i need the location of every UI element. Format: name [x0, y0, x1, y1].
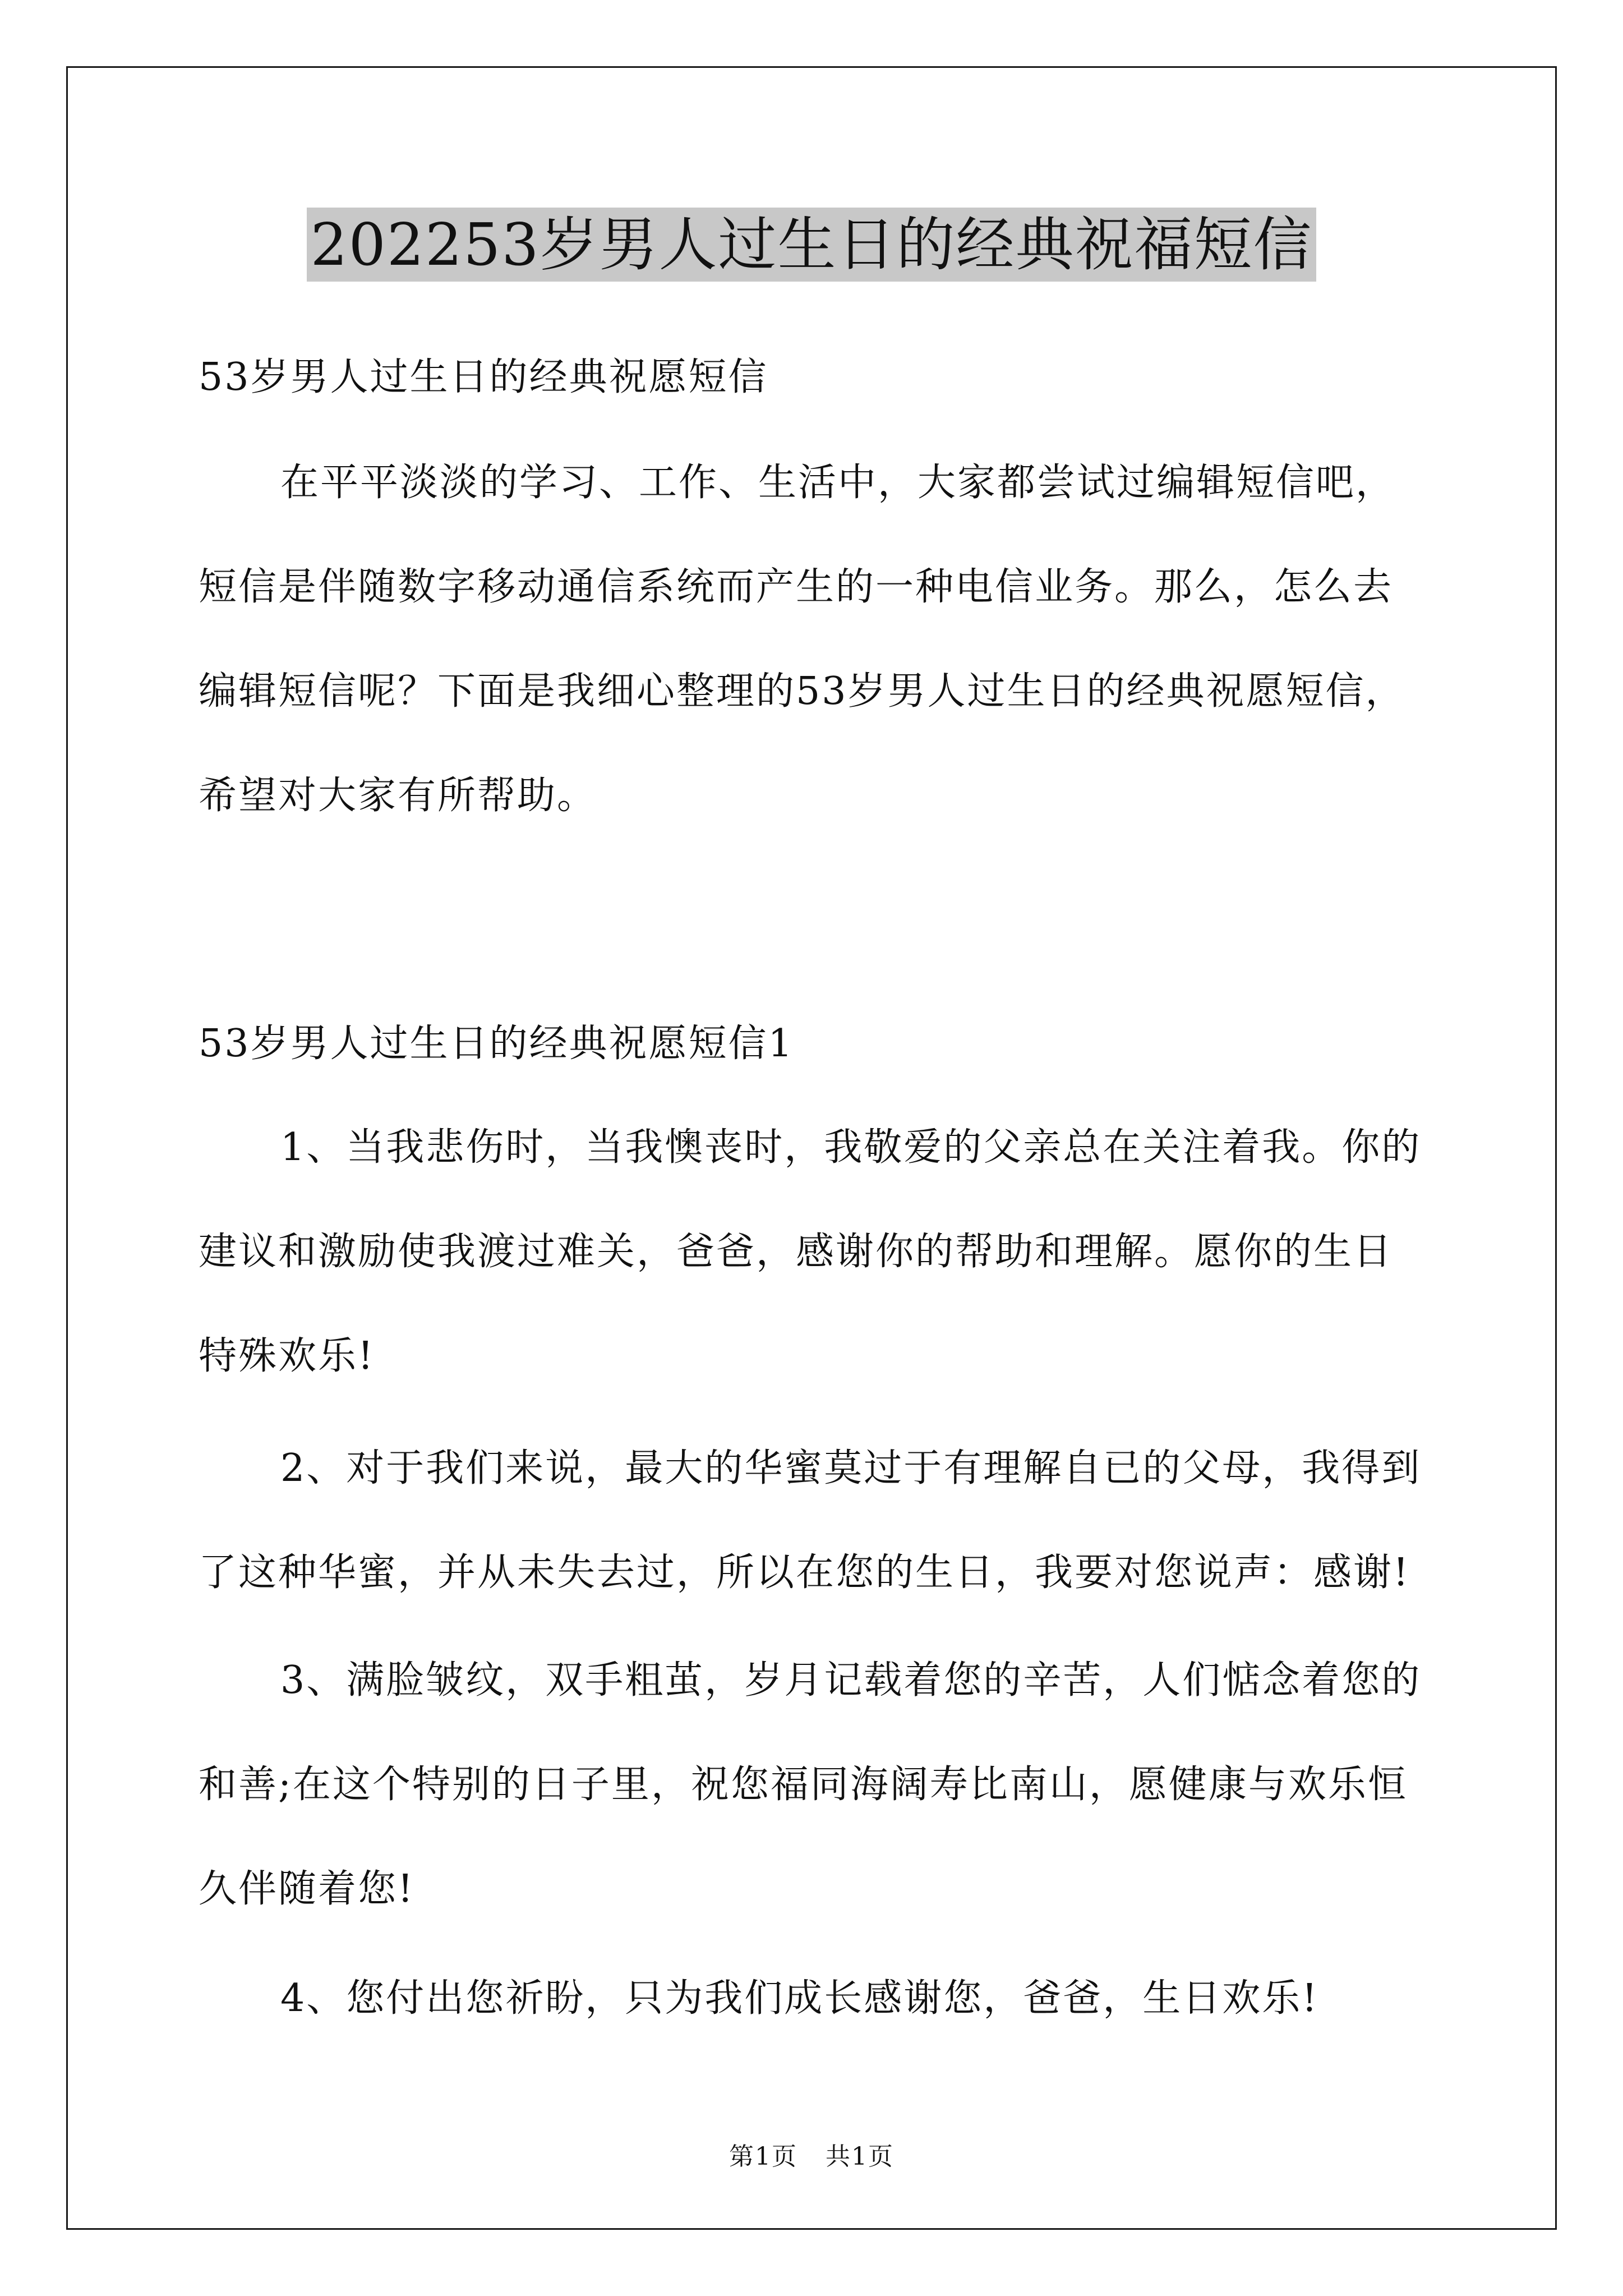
wish-line: 建议和激励使我渡过难关，爸爸，感谢你的帮助和理解。愿你的生日: [199, 1230, 1394, 1274]
intro-line: 希望对大家有所帮助。: [199, 774, 597, 818]
wish-line: 2、对于我们来说，最大的华蜜莫过于有理解自已的父母，我得到: [280, 1446, 1422, 1490]
title-container: [0, 208, 1623, 282]
document-subtitle: 53岁男人过生日的经典祝愿短信: [199, 355, 768, 399]
wish-line: 3、满脸皱纹，双手粗茧，岁月记载着您的辛苦，人们惦念着您的: [280, 1658, 1422, 1703]
wish-item-3: [199, 1628, 1438, 1941]
intro-line: 编辑短信呢？下面是我细心整理的53岁男人过生日的经典祝愿短信，: [199, 669, 1405, 714]
wish-item-4: [199, 1947, 1438, 2051]
page-number-total: 共1页: [826, 2142, 894, 2171]
intro-line: 在平平淡淡的学习、工作、生活中，大家都尝试过编辑短信吧，: [280, 461, 1396, 505]
wish-item-1: [199, 1096, 1438, 1409]
intro-paragraph: [199, 431, 1438, 848]
wish-line: 了这种华蜜，并从未失去过，所以在您的生日，我要对您说声：感谢!: [199, 1550, 1410, 1595]
document-title: 202253岁男人过生日的经典祝福短信: [307, 208, 1316, 282]
wish-line: 久伴随着您!: [199, 1867, 415, 1911]
wish-item-2: [199, 1416, 1438, 1625]
wish-line: 4、您付出您祈盼，只为我们成长感谢您，爸爸，生日欢乐!: [280, 1976, 1319, 2021]
wish-line: 特殊欢乐!: [199, 1334, 375, 1378]
section-heading: 53岁男人过生日的经典祝愿短信1: [199, 1022, 794, 1066]
wish-line: 1、当我悲伤时，当我懊丧时，我敬爱的父亲总在关注着我。你的: [280, 1125, 1422, 1170]
page-footer: [0, 2136, 1623, 2172]
page-number-current: 第1页: [729, 2142, 797, 2171]
intro-line: 短信是伴随数字移动通信系统而产生的一种电信业务。那么，怎么去: [199, 565, 1394, 609]
wish-line: 和善;在这个特别的日子里，祝您福同海阔寿比南山，愿健康与欢乐恒: [199, 1763, 1408, 1807]
